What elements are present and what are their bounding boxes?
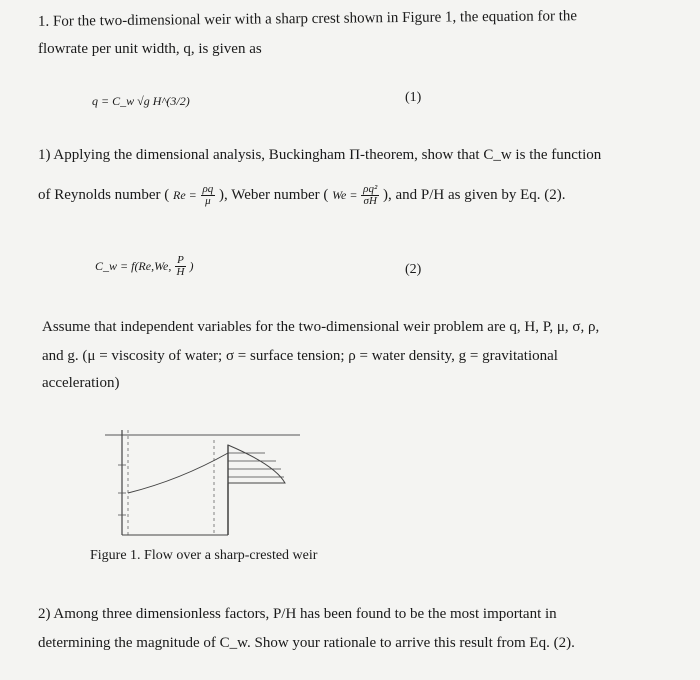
- weber-label: We =: [332, 187, 358, 202]
- weber-denominator: σH: [363, 195, 377, 207]
- figure-caption: Figure 1. Flow over a sharp-crested weir: [90, 548, 318, 563]
- problem-intro-line1: 1. For the two-dimensional weir with a sharp crest shown in Figure 1, the equation for the: [37, 8, 578, 30]
- weber-numerator: ρq²: [363, 183, 378, 195]
- nappe-curve: [128, 453, 228, 493]
- part1-line2-mid: ), Weber number (: [219, 186, 329, 203]
- equation-2-numerator: P: [177, 254, 184, 266]
- equation-2-suffix: ): [189, 258, 194, 273]
- reynolds-numerator: ρq: [202, 183, 214, 195]
- part2-line1: 2) Among three dimensionless factors, P/H has been found to be the most important in: [38, 606, 557, 622]
- reynolds-label: Re =: [172, 187, 197, 202]
- equation-2-number: (2): [405, 262, 422, 277]
- equation-1: q = C_w √g H^(3/2): [92, 94, 190, 108]
- equation-2-denominator: H: [176, 266, 185, 278]
- reynolds-denominator: μ: [205, 195, 211, 207]
- part1-line2: [38, 184, 565, 207]
- reynolds-fraction: [201, 184, 216, 207]
- part2-line2: determining the magnitude of C_w. Show your rationale to arrive this result from Eq. (2).: [38, 635, 575, 651]
- part1-line2-prefix: of Reynolds number (: [38, 186, 170, 203]
- weir-figure: [100, 425, 320, 540]
- assumptions-line2: and g. (μ = viscosity of water; σ = surface tension; ρ = water density, g = gravitational: [42, 348, 558, 364]
- weber-fraction: [361, 184, 379, 207]
- part1-line1: 1) Applying the dimensional analysis, Buckingham Π-theorem, show that C_w is the function: [38, 147, 602, 163]
- equation-2-fraction: [175, 255, 186, 278]
- part1-line2-suffix: ), and P/H as given by Eq. (2).: [383, 186, 566, 203]
- assumptions-line1: Assume that independent variables for the two-dimensional weir problem are q, H, P, μ, σ, ρ,: [42, 319, 600, 335]
- assumptions-line3: acceleration): [42, 375, 120, 391]
- equation-2-prefix: C_w = f(Re,We,: [95, 258, 172, 273]
- equation-1-number: (1): [405, 90, 422, 105]
- problem-intro-line2: flowrate per unit width, q, is given as: [38, 41, 262, 57]
- equation-2: [95, 255, 194, 278]
